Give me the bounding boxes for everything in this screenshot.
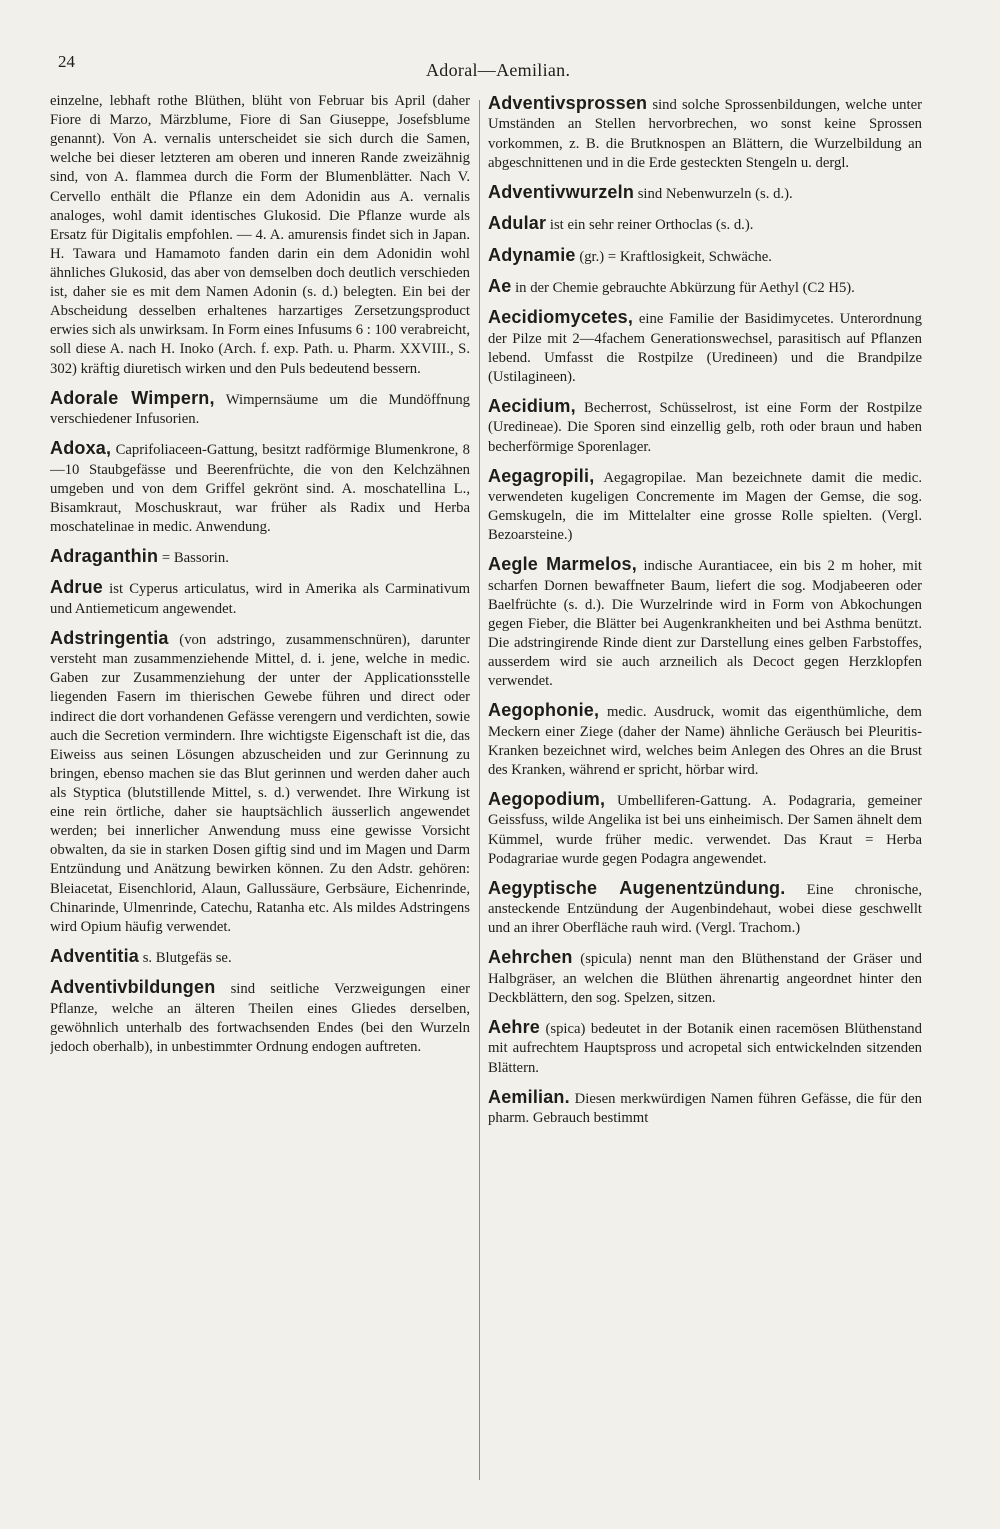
entry-aehrchen	[488, 946, 922, 1008]
entry-adraganthin	[50, 545, 470, 568]
headword: Aegophonie,	[488, 700, 600, 721]
entry-adventivbildungen	[50, 976, 470, 1057]
headword: Aecidiomycetes,	[488, 307, 634, 328]
headword: Aehre	[488, 1017, 541, 1038]
definition: medic. Ausdruck, womit das eigenthümliche, dem Meckern einer Ziege (daher der Name) ähnliche Geräusch bei Pleuritis-Kranken bezeichnet wird, welches beim Anlegen des Ohres an die Brust des Kranken, während er spricht, hörbar wird.	[488, 704, 922, 778]
entry-aegle-marmelos	[488, 553, 922, 691]
entry-adventitia	[50, 945, 470, 968]
definition: Becherrost, Schüsselrost, ist eine Form der Rostpilze (Uredineae). Die Sporen sind einzellig gelb, roth oder braun und haben becherförmige Sporenlager.	[488, 400, 922, 455]
definition: (von adstringo, zusammenschnüren), darunter versteht man zusammenziehende Mittel, d. i. jene, welche in medic. Gaben zur Zusammenziehung der unter der Applicationsstelle liegenden Fasern im thierischen Gewebe führen und direct oder indirect die dort vorhandenen Gefässe verengern und verdichten, sowie auch die Secretion vermindern. Ihre wichtigste Eigenschaft ist die, das Eiweiss aus seinen Lösungen abzuscheiden und zur Gerinnung zu bringen, ebenso machen sie das Blut gerinnen und werden daher auch als Styptica (blutstillende Mittel, s. d.) verwendet. Ihre Wirkung ist eine rein örtliche, daher sie hauptsächlich äusserlich angewendet werden; bei innerlicher Anwendung muss eine gewisse Vorsicht obwalten, da sie in starken Dosen giftig sind und im Magen und Darm Entzündung und Anätzung bewirken können. Zu den Adstr. gehören: Bleiacetat, Eisenchlorid, Alaun, Gallussäure, Gerbsäure, Eichenrinde, Chinarinde, Ulmenrinde, Catechu, Ratanha etc. Als mildes Adstringens wird Opium häufig verwendet.	[50, 631, 470, 935]
headword: Aegagropili,	[488, 465, 595, 486]
entry-aegopodium	[488, 788, 922, 869]
entry-aemilian	[488, 1086, 922, 1129]
definition: s. Blutgefäs se.	[139, 949, 232, 966]
definition: indische Aurantiacee, ein bis 2 m hoher, mit scharfen Dornen bewaffneter Baum, liefert die sog. Modjabeeren oder Baelfrüchte (s. d.). Die Wurzelrinde wird in Form von Abkochungen gegen Fieber, die Blätter bei Augenkrankheiten und bei Asthma benützt. Die adstringirende Rinde dient zur Darstellung eines gelben Farbstoffes, ausserdem wird sie auch arzneilich als Decoct gegen Herzklopfen verwendet.	[488, 558, 922, 690]
entry-aegagropili	[488, 465, 922, 546]
entry-aegophonie	[488, 699, 922, 780]
running-head: Adoral—Aemilian.	[426, 60, 571, 80]
headword: Aehrchen	[488, 947, 573, 968]
headword: Aemilian.	[488, 1086, 570, 1107]
entry-adventivsprossen	[488, 92, 922, 173]
definition: sind solche Sprossenbildungen, welche unter Umständen an Stellen hervorbrechen, wo sonst keine Sprossen vorkommen, z. B. die Brutknospen an Blättern, die Wurzelbildung an abgeschnittenen und in die Erde gesteckten Stengeln u. dergl.	[488, 97, 922, 171]
definition: (spica) bedeutet in der Botanik einen racemösen Blüthenstand mit aufrechtem Hauptspross und acropetal sich entwickelnden sitzenden Blättern.	[488, 1021, 922, 1076]
entry-aehre	[488, 1016, 922, 1078]
headword: Adventivwurzeln	[488, 181, 635, 202]
page-number: 24	[58, 52, 75, 71]
headword: Adstringentia	[50, 627, 169, 648]
entry-aecidium	[488, 395, 922, 457]
entry-aecidiomycetes	[488, 306, 922, 387]
definition: Wimpernsäume um die Mundöffnung verschiedener Infusorien.	[50, 391, 470, 428]
headword: Aecidium,	[488, 396, 576, 416]
definition: sind Nebenwurzeln (s. d.).	[634, 185, 793, 202]
entry-adynamie	[488, 244, 922, 267]
definition: in der Chemie gebrauchte Abkürzung für Aethyl (C2 H5).	[511, 279, 855, 296]
entry-ae	[488, 275, 922, 298]
headword: Adorale Wimpern,	[50, 387, 215, 408]
definition: Caprifoliaceen-Gattung, besitzt radförmige Blumenkrone, 8—10 Staubgefässe und Beerenfrüchte, die von den Kelchzähnen umgeben und von dem Griffel gekrönt sind. A. moschatellina L., Bisamkraut, Moschuskraut, war früher als Radix und Herba moschatelinae in medic. Anwendung.	[50, 442, 470, 535]
definition: Umbelliferen-Gattung. A. Podagraria, gemeiner Geissfuss, wilde Angelika ist bei uns einheimisch. Der Samen ähnelt dem Kümmel, wurde früher medic. verwendet. Das Kraut = Herba Podagrariae wurde gegen Podagra angewendet.	[488, 793, 922, 867]
headword: Adoxa,	[50, 438, 112, 459]
right-column	[488, 92, 922, 1493]
continuation-text: einzelne, lebhaft rothe Blüthen, blüht von Februar bis April (daher Fiore di Marzo, Märzblume, Fiore di San Giuseppe, Josefsblume genannt). Von A. vernalis unterscheidet sie sich durch die Samen, welche bei dieser letzteren am oberen und inneren Rande zweizähnig sind, von A. flammea durch die Form der Blumenblätter. Nach V. Cervello enthält die Pflanze ein dem Adonidin aus A. vernalis analoges, wohl damit identisches Glukosid. Die Pflanze wurde als Ersatz für Digitalis empfohlen. — 4. A. amurensis findet sich in Japan. H. Tawara und Hamamoto fanden darin ein dem Adonidin wohl ähnliches Glukosid, das aber von demselben doch deutlich verschieden ist, daher sie es mit dem Namen Adonin (s. d.) belegten. Ein bei der Abscheidung desselben erhaltenes harzartiges Zersetzungsproduct erwies sich als unwirksam. In Form eines Infusums 6 : 100 verabreicht, soll diese A. nach H. Inoko (Arch. f. exp. Path. u. Pharm. XXVIII., S. 302) kräftig diuretisch wirken und den Puls bedeutend bessern.	[50, 93, 470, 377]
definition: = Bassorin.	[158, 549, 229, 566]
definition: ist ein sehr reiner Orthoclas (s. d.).	[546, 217, 754, 234]
definition: Eine chronische, ansteckende Entzündung der Augenbindehaut, wobei diese geschwellt und an ihrer Oberfläche rauh wird. (Vergl. Trachom.)	[488, 881, 922, 937]
column-divider	[479, 100, 480, 1480]
entry-adular	[488, 212, 922, 235]
headword: Adraganthin	[50, 545, 159, 566]
headword: Adventitia	[50, 945, 140, 966]
headword: Adventivbildungen	[50, 977, 216, 998]
entry-adstringentia	[50, 627, 470, 937]
headword: Aegopodium,	[488, 789, 606, 810]
entry-adrue	[50, 576, 470, 619]
headword: Adular	[488, 213, 547, 234]
headword: Adventivsprossen	[488, 93, 648, 113]
definition: eine Familie der Basidimycetes. Unterordnung der Pilze mit 2—4fachem Generationswechsel, parasitisch auf Pflanzen lebend. Umfasst die Rostpilze (Uredineen) und die Brandpilze (Ustilagineen).	[488, 311, 922, 385]
entry-adventivwurzeln	[488, 181, 922, 204]
headword: Aegle Marmelos,	[488, 554, 637, 575]
definition: sind seitliche Verzweigungen einer Pflanze, welche an älteren Theilen eines Gliedes derselben, gewöhnlich unterhalb des fortwachsenden Endes (bei den Wurzeln jedoch oberhalb), in unbestimmter Ordnung endogen auftreten.	[50, 981, 470, 1055]
definition: (spicula) nennt man den Blüthenstand der Gräser und Halbgräser, an welchen die Blüthen ährenartig angeordnet hinter den Deckblättern, den sog. Spelzen, sitzen.	[488, 951, 922, 1006]
definition: Diesen merkwürdigen Namen führen Gefässe, die für den pharm. Gebrauch bestimmt	[488, 1090, 922, 1127]
definition: Aegagropilae. Man bezeichnete damit die medic. verwendeten kugeligen Concremente im Magen der Gemse, die sog. Gemskugeln, die im Mittelalter eine grosse Rolle spielten. (Vergl. Bezoarsteine.)	[488, 469, 922, 544]
headword: Adynamie	[488, 244, 576, 265]
entry-adorale-wimpern	[50, 387, 470, 430]
headword: Ae	[488, 275, 512, 296]
left-column	[50, 92, 470, 1493]
definition: (gr.) = Kraftlosigkeit, Schwäche.	[575, 248, 772, 265]
definition: ist Cyperus articulatus, wird in Amerika als Carminativum und Antiemeticum angewendet.	[50, 581, 470, 617]
headword: Adrue	[50, 577, 104, 598]
entry-adoxa	[50, 437, 470, 537]
headword: Aegyptische Augenentzündung.	[488, 877, 786, 898]
entry-aegyptische-augenentzuendung	[488, 877, 922, 939]
